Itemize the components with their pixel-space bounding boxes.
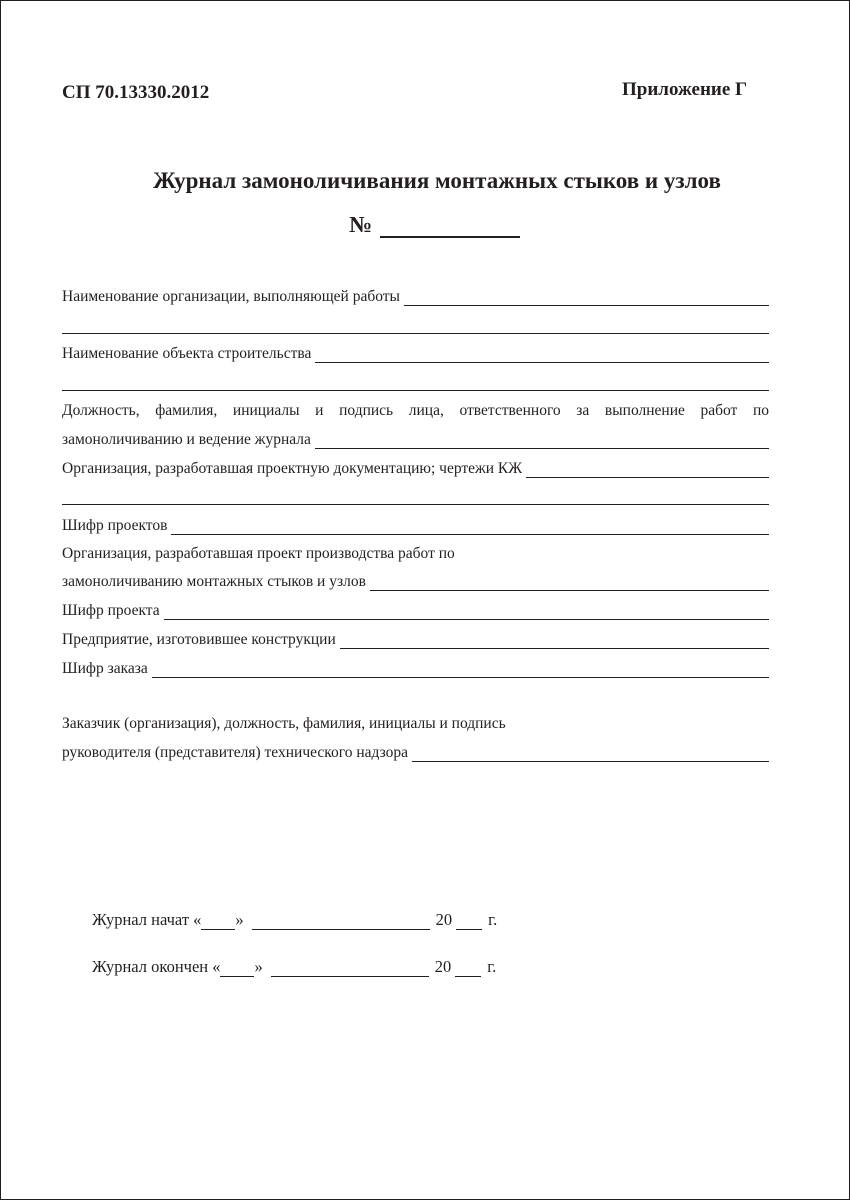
manufacturer-field[interactable] [340,633,769,649]
object-name-field[interactable] [315,347,769,363]
started-year-field[interactable] [456,913,482,930]
responsible-label-line1: Должность, фамилия, инициалы и подпись лица, ответственного за выполнение работ по [62,402,769,419]
ended-year-prefix: 20 [434,957,452,976]
responsible-field[interactable] [315,433,769,449]
customer-label-line2: руководителя (представителя) технического надзора [62,744,409,761]
object-name-field-continued[interactable] [62,390,769,391]
ppr-org-field[interactable] [370,575,769,591]
appendix-label: Приложение Г [622,79,748,100]
journal-title: Журнал замоноличивания монтажных стыков и узлов [153,168,721,193]
object-name-row [62,343,769,363]
ended-month-field[interactable] [271,960,429,977]
order-code-row [62,658,769,678]
org-performing-label: Наименование организации, выполняющей работы [62,288,400,305]
order-code-label: Шифр заказа [62,660,148,677]
journal-number [349,212,520,238]
journal-number-field[interactable] [380,212,520,238]
project-code-row [62,600,769,620]
ppr-org-label-line2: замоноличиванию монтажных стыков и узлов [62,573,366,590]
project-codes-field[interactable] [171,519,769,535]
journal-started-label: Журнал начат « [92,910,202,929]
object-name-label: Наименование объекта строительства [62,345,312,362]
responsible-label-line2: замоноличиванию и ведение журнала [62,431,311,448]
started-month-field[interactable] [252,913,430,930]
ppr-org-row [62,571,769,591]
responsible-row [62,429,769,449]
org-performing-field-continued[interactable] [62,333,769,334]
design-org-label: Организация, разработавшая проектную документацию; чертежи КЖ [62,460,523,477]
journal-ended-row [92,957,496,977]
project-code-field[interactable] [164,604,769,620]
ended-year-suffix: г. [487,957,497,976]
project-codes-row [62,515,769,535]
started-year-prefix: 20 [435,910,453,929]
document-code: СП 70.13330.2012 [62,82,210,103]
started-quote-close: » [235,910,244,929]
org-performing-field[interactable] [404,290,769,306]
manufacturer-row [62,629,769,649]
design-org-field[interactable] [526,462,769,478]
started-year-suffix: г. [488,910,498,929]
ended-year-field[interactable] [455,960,481,977]
ended-day-field[interactable] [220,960,254,977]
project-code-label: Шифр проекта [62,602,160,619]
started-day-field[interactable] [201,913,235,930]
design-org-field-continued[interactable] [62,504,769,505]
order-code-field[interactable] [152,662,769,678]
customer-label-line1: Заказчик (организация), должность, фамилия, инициалы и подпись [62,715,506,732]
design-org-row [62,458,769,478]
ended-quote-close: » [254,957,263,976]
ppr-org-label-line1: Организация, разработавшая проект производства работ по [62,545,455,562]
manufacturer-label: Предприятие, изготовившее конструкции [62,631,336,648]
journal-ended-label: Журнал окончен « [92,957,221,976]
journal-started-row [92,910,497,930]
customer-row [62,742,769,762]
customer-field[interactable] [412,746,769,762]
number-sign: № [349,212,373,237]
org-performing-row [62,286,769,306]
project-codes-label: Шифр проектов [62,517,168,534]
